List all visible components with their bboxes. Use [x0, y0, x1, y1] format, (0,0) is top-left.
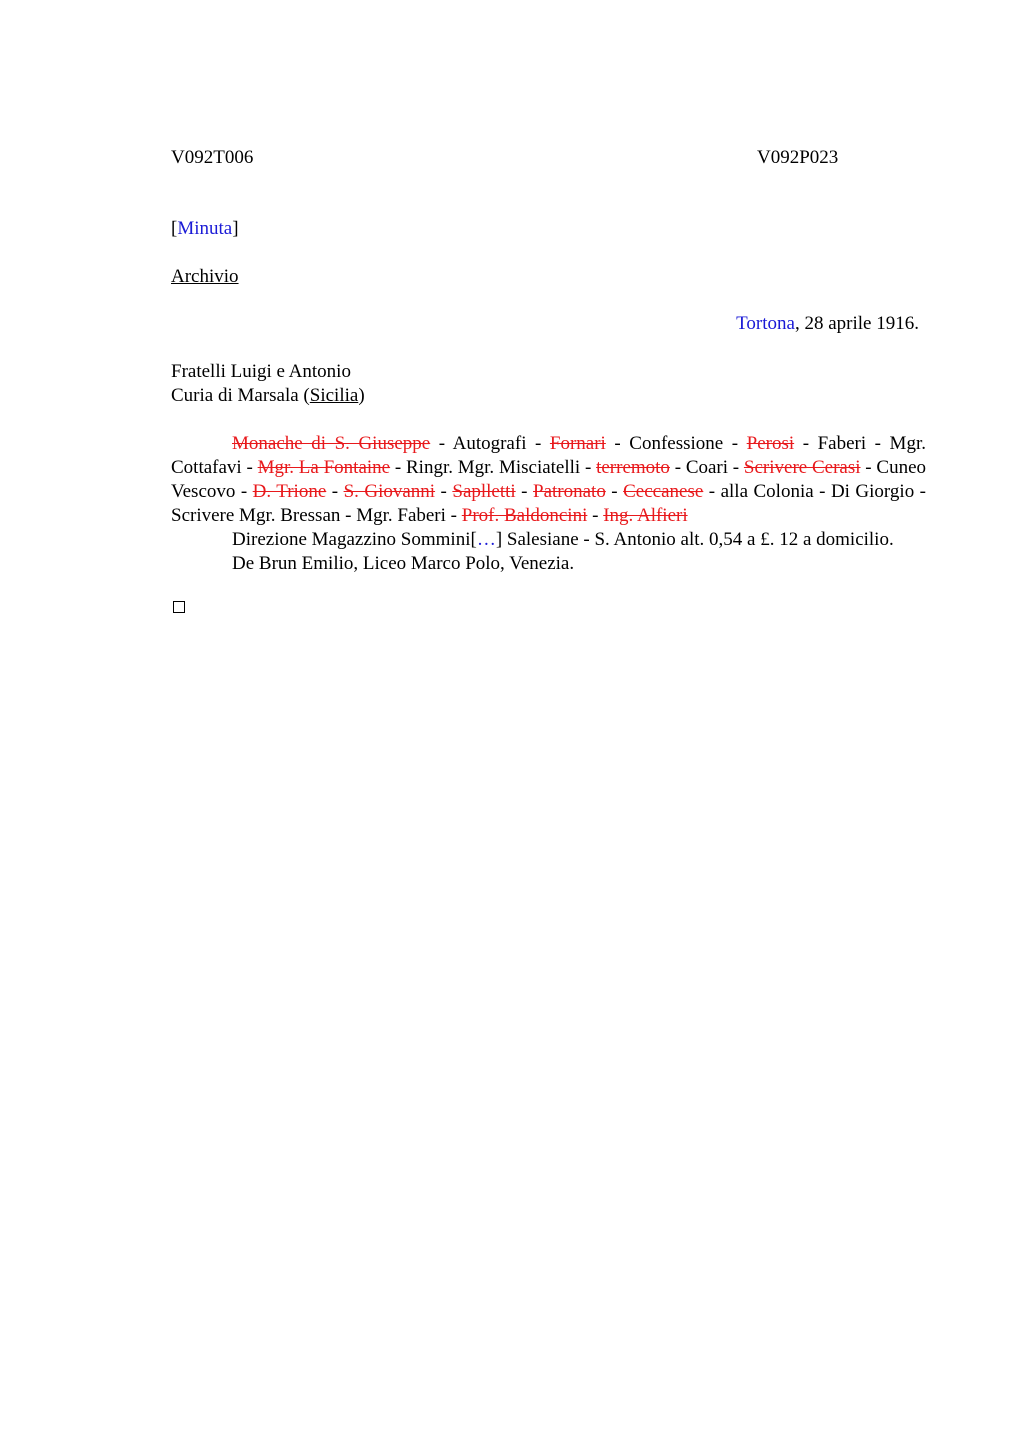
struck-text: Perosi [746, 433, 795, 454]
plain-text: - alla Colonia - Di Giorgio - Scrivere Mgr. Bressan - Mgr. Faberi - [171, 481, 927, 526]
plain-text: - Cuneo Vescovo - [171, 457, 927, 502]
struck-text: Ing. Alfieri [603, 505, 688, 526]
struck-text: Fornari [549, 433, 606, 454]
dateline-place: Tortona [736, 313, 795, 334]
plain-text: - [515, 481, 533, 502]
end-of-document-square-icon [173, 601, 185, 613]
addressee-suffix: ) [358, 385, 365, 406]
plain-text: - Autografi - [430, 433, 550, 454]
plain-text: - [587, 505, 604, 526]
plain-text: ] Salesiane - S. Antonio alt. 0,54 a £. 12 a domicilio. [495, 529, 894, 550]
struck-text: D. Trione [252, 481, 327, 502]
struck-text: Scrivere Cerasi [743, 457, 861, 478]
document-code-right: V092P023 [757, 147, 839, 168]
struck-text: Monache di S. Giuseppe [232, 433, 431, 454]
addressee-prefix: Curia di Marsala ( [171, 385, 310, 406]
addressee-line-1: Fratelli Luigi e Antonio [171, 361, 351, 382]
addressee-line-2 [171, 385, 365, 407]
struck-text: Saplletti [452, 481, 516, 502]
letter-body [171, 432, 926, 576]
paragraph-de-brun: De Brun Emilio, Liceo Marco Polo, Venezia. [232, 553, 575, 574]
plain-text: - [435, 481, 453, 502]
plain-text: Direzione Magazzino Sommini[ [232, 529, 477, 550]
struck-text: Prof. Baldoncini [461, 505, 588, 526]
struck-text: Ceccanese [623, 481, 704, 502]
struck-text: S. Giovanni [343, 481, 436, 502]
plain-text: - Confessione - [605, 433, 747, 454]
document-code-left: V092T006 [171, 147, 254, 168]
dateline [736, 313, 919, 335]
minuta-word: Minuta [177, 218, 233, 239]
bracket-close: ] [232, 218, 239, 239]
plain-text: - Coari - [669, 457, 744, 478]
plain-text: - [605, 481, 624, 502]
paragraph-notes [171, 432, 926, 528]
paragraph-magazzino [171, 528, 926, 552]
minuta-label [171, 218, 239, 240]
struck-text: Mgr. La Fontaine [257, 457, 391, 478]
plain-text: - [326, 481, 344, 502]
editorial-ellipsis: … [476, 529, 496, 550]
bracket-open: [ [171, 218, 178, 239]
plain-text: - Faberi - Mgr. Cottafavi - [171, 433, 926, 478]
dateline-date: , 28 aprile 1916. [794, 313, 919, 334]
struck-text: Patronato [533, 481, 606, 502]
plain-text: - Ringr. Mgr. Misciatelli - [390, 457, 597, 478]
addressee-region: Sicilia [309, 385, 359, 406]
struck-text: terremoto [596, 457, 670, 478]
archivio-heading: Archivio [171, 266, 239, 287]
